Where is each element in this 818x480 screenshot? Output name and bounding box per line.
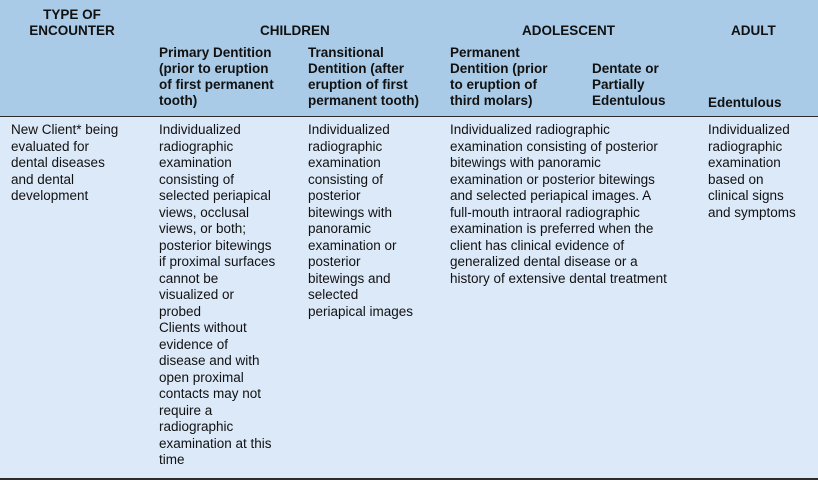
- header-adult: ADULT: [731, 23, 776, 38]
- header-divider: [0, 116, 818, 117]
- header-type-of-encounter: TYPE OF ENCOUNTER: [29, 7, 115, 38]
- cell-adolescent-dentate: Individualized radiographic examination consisting of posterior bitewings with panoramic examination or posterior bitewings and selected periapical images. A full-mouth intraoral radiographic examination is preferred when the client has clinical evidence of generalized dental disease or a history of extensive dental treatment: [450, 122, 667, 286]
- header-transitional-dentition: Transitional Dentition (after eruption of first permanent tooth): [308, 45, 419, 108]
- header-children: CHILDREN: [260, 23, 330, 38]
- cell-encounter: New Client* being evaluated for dental diseases and dental development: [11, 122, 119, 203]
- header-dentate: Dentate or Partially Edentulous: [592, 61, 666, 108]
- cell-transitional: Individualized radiographic examination consisting of posterior bitewings with panoramic examination or posterior bitewings and selected periapical images: [308, 122, 414, 319]
- cell-primary: Individualized radiographic examination consisting of selected periapical views, occlusal views, or both; posterior bitewings if proximal surfaces cannot be visualized or probed Clients without evidence of disease and with open proximal contacts may not require a radiographic examination at this time: [159, 122, 276, 467]
- cell-edentulous: Individualized radiographic examination based on clinical signs and symptoms: [708, 122, 796, 220]
- header-edentulous: Edentulous: [708, 95, 782, 110]
- header-adolescent: ADOLESCENT: [522, 23, 616, 38]
- header-permanent-dentition: Permanent Dentition (prior to eruption of third molars): [450, 45, 548, 108]
- header-primary-dentition: Primary Dentition (prior to eruption of first permanent tooth): [159, 45, 274, 108]
